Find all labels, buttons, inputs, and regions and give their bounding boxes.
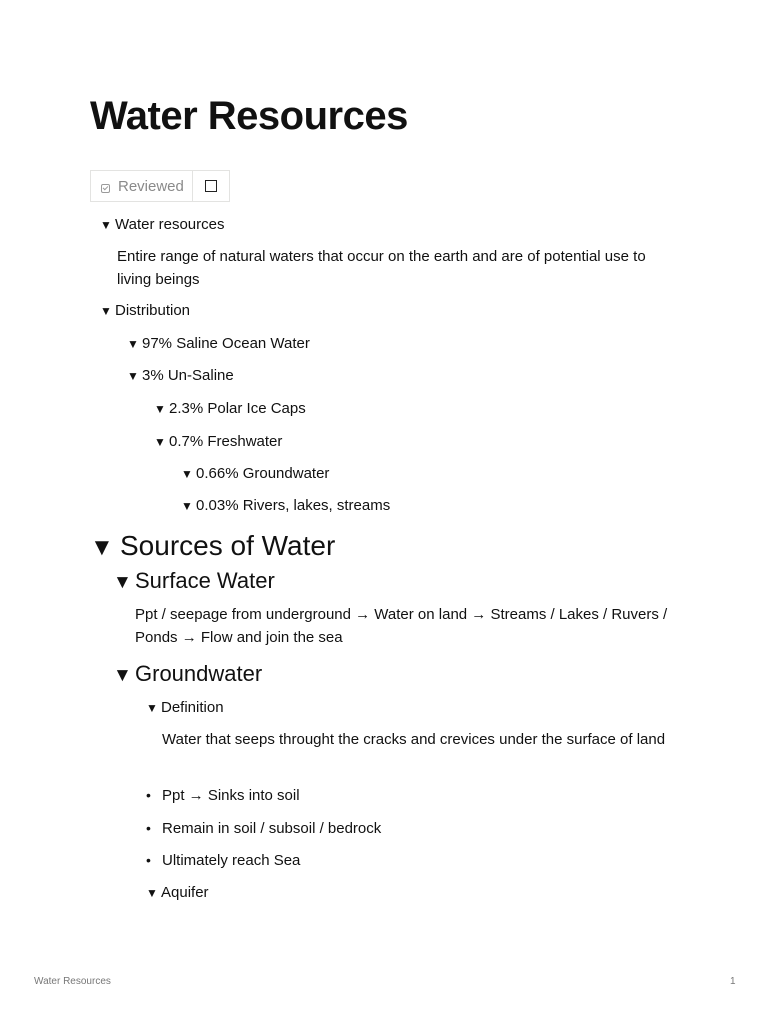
list-item-text: Ultimately reach Sea (162, 852, 301, 869)
checkbox-property-icon (101, 184, 110, 193)
toggle-water-resources[interactable] (100, 213, 224, 237)
toggle-label: 0.66% Groundwater (196, 465, 330, 482)
definition-text: Water that seeps throught the cracks and crevices under the surface of land (162, 731, 666, 748)
triangle-down-icon[interactable]: ▼ (100, 304, 112, 318)
page-number: 1 (730, 976, 736, 987)
heading-text: Groundwater (135, 661, 263, 686)
toggle-label: Water resources (115, 216, 225, 233)
list-item (146, 817, 381, 840)
list-item (146, 849, 300, 872)
page-title: Water Resources (90, 94, 408, 138)
heading-text: Sources of Water (120, 530, 336, 561)
triangle-down-icon[interactable]: ▼ (146, 701, 158, 715)
toggle-heading-surface-water[interactable] (113, 566, 275, 598)
triangle-down-icon[interactable]: ▼ (127, 369, 139, 383)
property-value (193, 171, 229, 201)
reviewed-checkbox[interactable] (205, 180, 217, 192)
bullet-icon: • (146, 852, 151, 868)
triangle-down-icon[interactable]: ▼ (100, 218, 112, 232)
toggle-label: Definition (161, 699, 224, 716)
toggle-unsaline[interactable] (127, 364, 234, 388)
toggle-heading-sources[interactable] (90, 528, 335, 566)
triangle-down-icon[interactable]: ▼ (146, 886, 158, 900)
toggle-label: 3% Un-Saline (142, 367, 234, 384)
reviewed-property (90, 170, 230, 202)
toggle-definition[interactable] (146, 696, 224, 720)
toggle-label: 0.03% Rivers, lakes, streams (196, 497, 391, 514)
toggle-distribution[interactable] (100, 299, 190, 323)
property-name: Reviewed (118, 177, 184, 195)
toggle-label: 2.3% Polar Ice Caps (169, 400, 306, 417)
triangle-down-icon[interactable]: ▼ (90, 534, 114, 561)
triangle-down-icon[interactable]: ▼ (113, 665, 132, 686)
list-item-text: Remain in soil / subsoil / bedrock (162, 820, 382, 837)
toggle-groundwater-pct[interactable] (181, 462, 329, 486)
toggle-heading-groundwater[interactable] (113, 659, 262, 691)
triangle-down-icon[interactable]: ▼ (154, 435, 166, 449)
toggle-label: 0.7% Freshwater (169, 433, 283, 450)
toggle-label: Distribution (115, 302, 191, 319)
list-item-text: Ppt → Sinks into soil (162, 787, 300, 804)
bullet-icon: • (146, 820, 151, 836)
heading-text: Surface Water (135, 568, 275, 593)
water-resources-text: Entire range of natural waters that occur on the earth and are of potential use to living beings (117, 248, 646, 288)
footer-title: Water Resources (34, 976, 111, 987)
toggle-label: 97% Saline Ocean Water (142, 335, 310, 352)
toggle-label: Aquifer (161, 884, 209, 901)
triangle-down-icon[interactable]: ▼ (181, 467, 193, 481)
triangle-down-icon[interactable]: ▼ (154, 402, 166, 416)
property-label (91, 171, 193, 201)
triangle-down-icon[interactable]: ▼ (127, 337, 139, 351)
toggle-polar-ice[interactable] (154, 397, 306, 421)
toggle-aquifer[interactable] (146, 881, 209, 905)
toggle-rivers[interactable] (181, 494, 390, 518)
toggle-saline[interactable] (127, 332, 310, 356)
list-item (146, 784, 300, 807)
triangle-down-icon[interactable]: ▼ (113, 572, 132, 593)
surface-water-text: Ppt / seepage from underground → Water on land → Streams / Lakes / Ruvers / Ponds → Flow and join the sea (135, 606, 668, 646)
triangle-down-icon[interactable]: ▼ (181, 499, 193, 513)
toggle-freshwater[interactable] (154, 430, 282, 454)
bullet-icon: • (146, 787, 151, 803)
